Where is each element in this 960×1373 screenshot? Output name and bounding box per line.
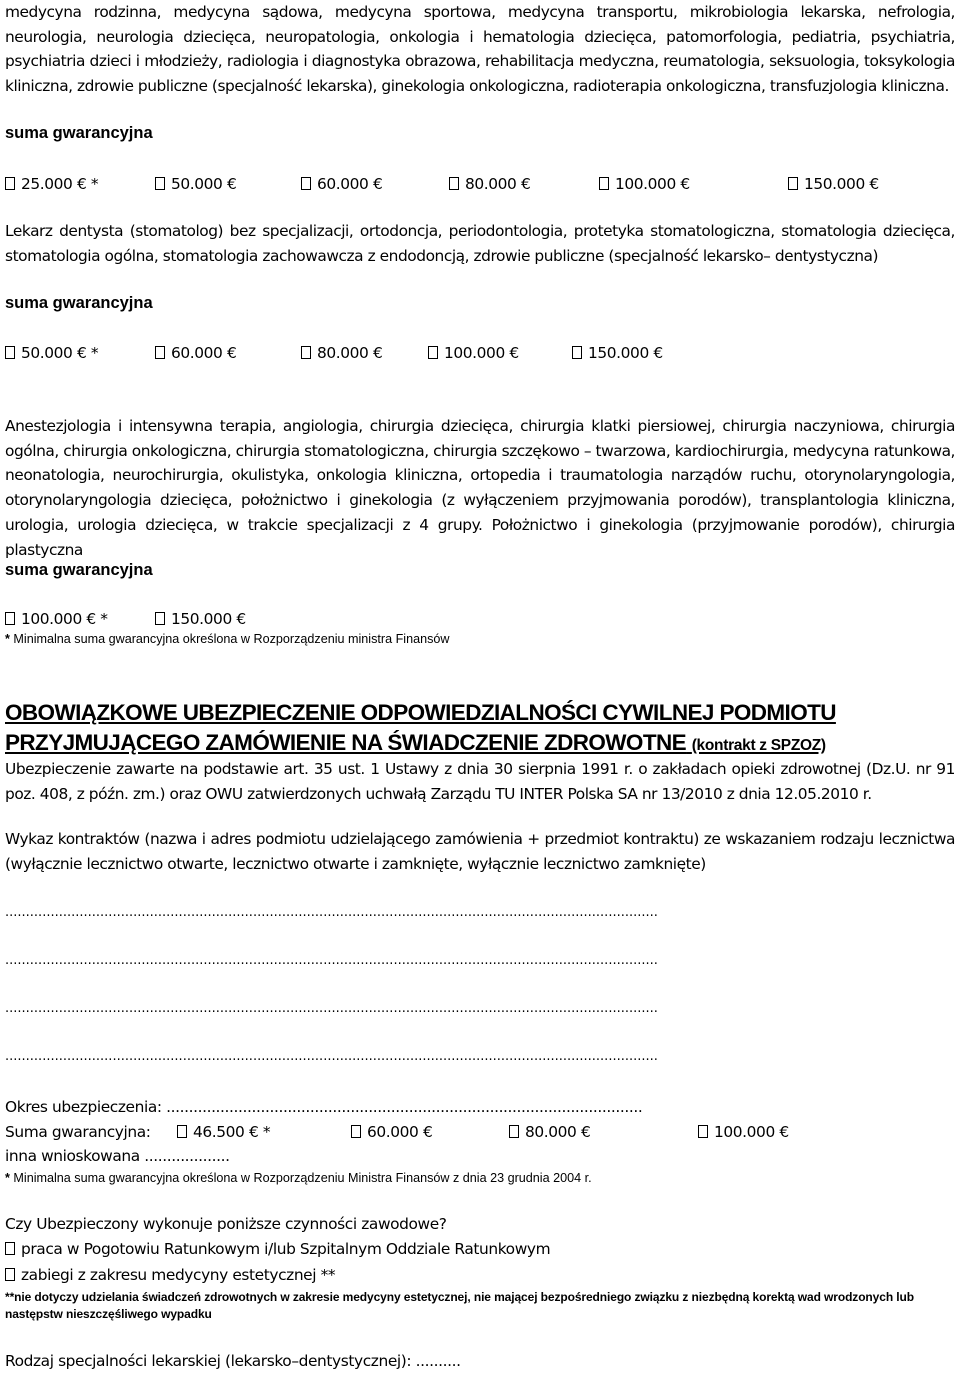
checkbox[interactable] (509, 1125, 519, 1138)
sum-options-2 (5, 341, 955, 365)
checkbox[interactable] (301, 346, 311, 359)
option-2-5[interactable]: 150.000 € (572, 341, 663, 365)
option-1-2[interactable]: 50.000 € (155, 172, 236, 196)
option-4-2[interactable]: 60.000 € (351, 1120, 432, 1144)
checkbox[interactable] (155, 177, 165, 190)
checkbox[interactable] (351, 1125, 361, 1138)
specialty-field: Rodzaj specjalności lekarskiej (lekarsko–dentystycznej): .......... (5, 1352, 461, 1370)
period-field: Okres ubezpieczenia: .......................................................................................................... (5, 1098, 643, 1116)
activity-option-2[interactable]: zabiegi z zakresu medycyny estetycznej ** (5, 1263, 955, 1287)
specialty-input[interactable]: .......... (415, 1352, 461, 1370)
specialties-list-1: medycyna rodzinna, medycyna sądowa, medycyna sportowa, medycyna transportu, mikrobiologia lekarska, nefrologia, neurologia, neurologia dziecięca, neuropatologia, onkologia i hematologia dziecięca, patomorfologia, pediatria, psychiatria, psychiatria dzieci i młodzieży, radiologia i diagnostyka obrazowa, rehabilitacja medyczna, reumatologia, seksuologia, toksykologia kliniczna, zdrowie publiczne (specjalność lekarska), ginekologia onkologiczna, radioterapia onkologiczna, transfuzjologia kliniczna. (5, 3, 955, 96)
option-1-5[interactable]: 100.000 € (599, 172, 690, 196)
checkbox[interactable] (428, 346, 438, 359)
checkbox[interactable] (698, 1125, 708, 1138)
option-1-4[interactable]: 80.000 € (449, 172, 530, 196)
checkbox[interactable] (572, 346, 582, 359)
checkbox[interactable] (177, 1125, 187, 1138)
checkbox[interactable] (5, 177, 15, 190)
specialties-list-3: Anestezjologia i intensywna terapia, angiologia, chirurgia dziecięca, chirurgia klatki piersiowej, chirurgia naczyniowa, chirurgia ogólna, chirurgia onkologiczna, chirurgia stomatologiczna, chirurgia szczękowo – twarzowa, kardiochirurgia, medycyna ratunkowa, neonatologia, neurochirurgia, okulistyka, onkologia kliniczna, ortopedia i traumatologia narządów ruchu, otorynolaryngologia, otorynolaryngologia dziecięca, położnictwo i ginekologia (z wyłączeniem przyjmowania porodów), transplantologia kliniczna, urologia, urologia dziecięca, w trakcie specjalizacji z 4 grupy. Położnictwo i ginekologia (przyjmowanie porodów), chirurgia plastyczna (5, 417, 956, 559)
activities-question: Czy Ubezpieczony wykonuje poniższe czynności zawodowe? (5, 1215, 447, 1233)
sum-options-1 (5, 172, 955, 196)
sum-label-4: Suma gwarancyjna: (5, 1123, 151, 1141)
option-3-2[interactable]: 150.000 € (155, 607, 246, 631)
option-1-1[interactable]: 25.000 € * (5, 172, 98, 196)
contracts-line-1[interactable]: .............................................................................................................................................................. (5, 905, 658, 920)
contracts-line-4[interactable]: .............................................................................................................................................................. (5, 1049, 658, 1064)
option-4-1[interactable]: 46.500 € * (177, 1120, 270, 1144)
option-3-1[interactable]: 100.000 € * (5, 607, 108, 631)
checkbox[interactable] (155, 612, 165, 625)
checkbox[interactable] (449, 177, 459, 190)
option-4-3[interactable]: 80.000 € (509, 1120, 590, 1144)
option-1-6[interactable]: 150.000 € (788, 172, 879, 196)
specialties-list-2: Lekarz dentysta (stomatolog) bez specjalizacji, ortodoncja, periodontologia, protetyka stomatologiczna, stomatologia dziecięca, stomatologia ogólna, stomatologia zachowawcza z endodoncją, zdrowie publiczne (specjalność lekarsko– dentystyczna) (5, 222, 955, 265)
checkbox[interactable] (788, 177, 798, 190)
footnote-1: * Minimalna suma gwarancyjna określona w Rozporządzeniu ministra Finansów (5, 632, 450, 646)
sum-options-3 (5, 607, 955, 631)
sum-options-4 (5, 1120, 955, 1144)
period-input[interactable]: .......................................................................................................... (166, 1098, 643, 1116)
option-1-3[interactable]: 60.000 € (301, 172, 382, 196)
option-2-4[interactable]: 100.000 € (428, 341, 519, 365)
option-2-1[interactable]: 50.000 € * (5, 341, 98, 365)
other-amount-input[interactable]: ................... (144, 1147, 230, 1165)
sum-label-2: suma gwarancyjna (5, 294, 153, 312)
section-title (5, 698, 955, 761)
sum-label-1: suma gwarancyjna (5, 124, 153, 142)
title-line-1: OBOWIĄZKOWE UBEZPIECZENIE ODPOWIEDZIALNOŚCI CYWILNEJ PODMIOTU (5, 700, 836, 725)
footnote-2: * Minimalna suma gwarancyjna określona w Rozporządzeniu Ministra Finansów z dnia 23 grudnia 2004 r. (5, 1171, 592, 1185)
insurance-basis: Ubezpieczenie zawarte na podstawie art. 35 ust. 1 Ustawy z dnia 30 sierpnia 1991 r. o zakładach opieki zdrowotnej (Dz.U. nr 91 poz. 408, z późn. zm.) oraz OWU zatwierdzonych uchwałą Zarządu TU INTER Polska SA nr 13/2010 z dnia 12.05.2010 r. (5, 760, 955, 803)
title-line-2: PRZYJMUJĄCEGO ZAMÓWIENIE NA ŚWIADCZENIE ZDROWOTNE (kontrakt z SPZOZ) (5, 730, 826, 755)
option-2-3[interactable]: 80.000 € (301, 341, 382, 365)
contracts-line-2[interactable]: .............................................................................................................................................................. (5, 953, 658, 968)
checkbox[interactable] (5, 1242, 15, 1255)
option-2-2[interactable]: 60.000 € (155, 341, 236, 365)
contracts-prompt: Wykaz kontraktów (nazwa i adres podmiotu udzielającego zamówienia + przedmiot kontraktu) ze wskazaniem rodzaju lecznictwa (wyłącznie lecznictwo otwarte, lecznictwo otwarte i zamknięte, wyłącznie lecznictwo zamknięte) (5, 830, 955, 873)
other-amount-field: inna wnioskowana ................... (5, 1147, 230, 1165)
checkbox[interactable] (599, 177, 609, 190)
checkbox[interactable] (5, 612, 15, 625)
checkbox[interactable] (301, 177, 311, 190)
option-4-4[interactable]: 100.000 € (698, 1120, 789, 1144)
aesthetic-note: **nie dotyczy udzielania świadczeń zdrowotnych w zakresie medycyny estetycznej, nie mającej bezpośredniego związku z niezbędną korektą wad wrodzonych lub następstw nieszczęśliwego wypadku (5, 1290, 914, 1321)
checkbox[interactable] (5, 1268, 15, 1281)
activity-option-1[interactable]: praca w Pogotowiu Ratunkowym i/lub Szpitalnym Oddziale Ratunkowym (5, 1237, 955, 1261)
contracts-line-3[interactable]: .............................................................................................................................................................. (5, 1001, 658, 1016)
checkbox[interactable] (155, 346, 165, 359)
sum-label-3: suma gwarancyjna (5, 561, 153, 579)
checkbox[interactable] (5, 346, 15, 359)
